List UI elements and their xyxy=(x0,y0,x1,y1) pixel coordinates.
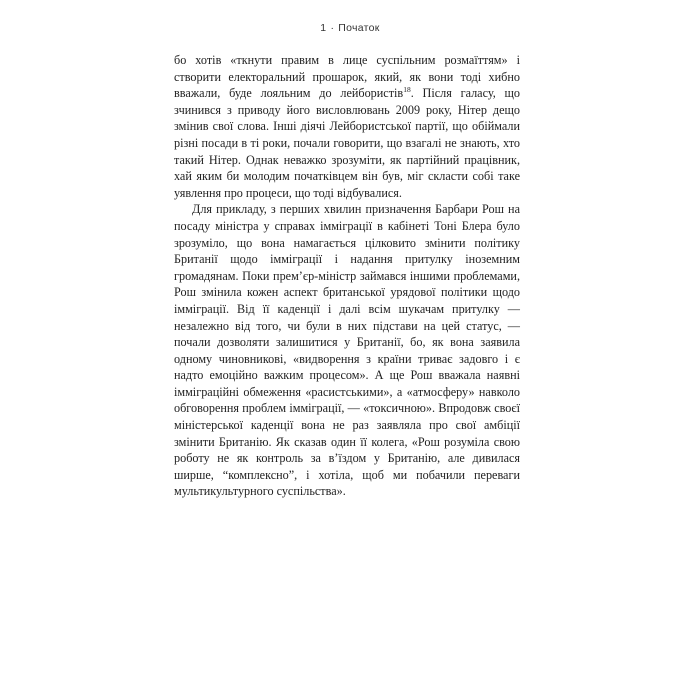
paragraph-1-text-after-note: . Після галасу, що зчинився з приводу його висловлювань 2009 року, Нітер дещо змінив свої слова. Інші діячі Лейбористської партії, що обіймали різні посади в ті роки, почали говорити, що взагалі не знають, хто такий Нітер. Однак неважко зрозуміти, як партійний працівник, хай яким би молодим початківцем він був, міг скласти собі таке уявлення про процеси, що тоді відбувалися. xyxy=(174,86,521,200)
chapter-title: Початок xyxy=(338,22,380,34)
page-number: 1 xyxy=(320,22,327,34)
paragraph-2: Для прикладу, з перших хвилин призначення Барбари Рош на посаду міністра у справах імміграції в кабінеті Тоні Блера було зрозуміло, що вона намагається цілковито змінити політику Британії щодо імміграції і надання притулку іноземним громадянам. Поки прем’єр-міністр займався іншими проблемами, Рош змінила кожен аспект британської урядової політики щодо імміграції. Від її каденції і далі всім шукачам притулку — незалежно від того, чи були в них підстави на цей статус, — почали дозволяти залишитися у Британії, бо, як вона заявила одному чиновникові, «видворення з країни триває задовго і є надто емоційно важким процесом». А ще Рош вважала наявні імміграційні обмеження «расистськими», а «атмосферу» навколо обговорення проблем імміграції, — «токсичною». Впродовж своєї міністерської каденції вона не раз заявляла про свої амбіції змінити Британію. Як сказав один її колега, «Рош розуміла свою роботу не як контроль за в’їздом у Британію, але дивилася ширше, “комплексно”, і хотіла, щоб ми побачили переваги мультикультурного суспільства». xyxy=(174,202,520,499)
paragraph-1 xyxy=(174,52,520,201)
footnote-marker: 18 xyxy=(403,85,411,95)
body-text xyxy=(174,52,520,500)
paragraph-1-text-before-note: бо хотів «ткнути правим в лице суспільним розмаїттям» і створити електоральний прошарок, який, як вони тоді хибно вважали, буде лояльним до лейбористів xyxy=(174,53,520,101)
running-head xyxy=(0,22,700,34)
running-head-separator: · xyxy=(330,22,335,34)
